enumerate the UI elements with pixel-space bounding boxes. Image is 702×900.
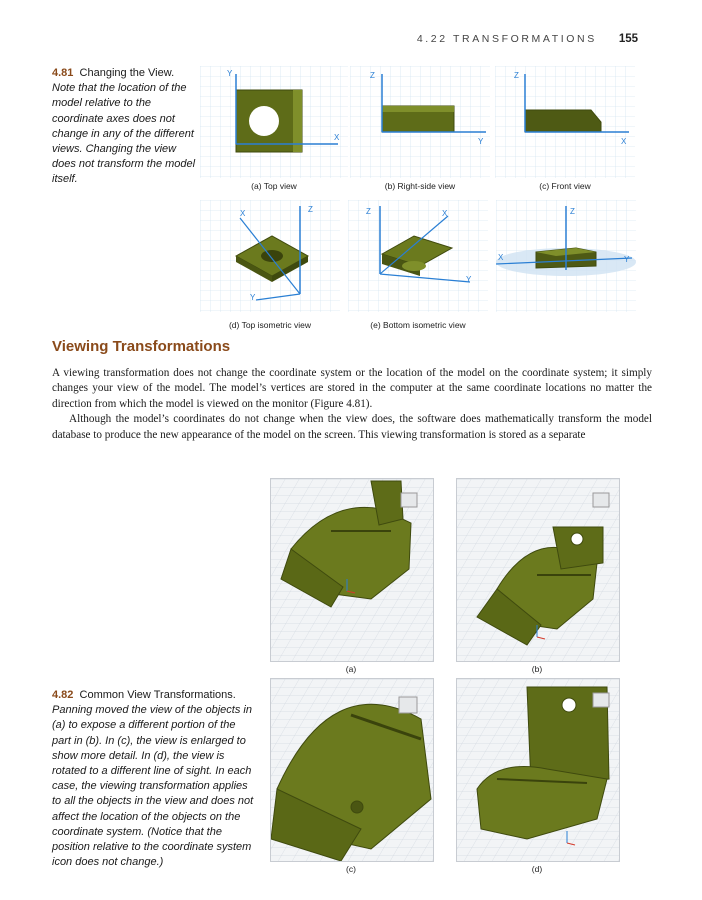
subcaption-482b: (b) [531,664,543,674]
part-render-d [457,679,619,861]
axis-y: Y [478,137,484,146]
axis-z: Z [570,207,575,216]
subcaption-482c: (c) [346,864,356,874]
header-section: 4.22 TRANSFORMATIONS [416,33,597,45]
subcaption-b: (b) Right-side view [384,181,456,191]
panel-top-view [200,66,348,178]
axis-x: X [240,209,246,218]
subcaption-d: (d) Top isometric view [228,320,312,330]
axis-y: Y [250,293,256,302]
axis-x: X [498,253,504,262]
axis-z: Z [308,205,313,214]
figure-4-82-d [456,678,620,862]
panel-bottom-isometric [348,200,488,312]
body-text [52,366,652,443]
subcaption-482d: (d) [531,864,543,874]
top-iso-graphic [200,200,340,312]
axis-z: Z [370,71,375,80]
running-header [417,33,638,45]
axis-x: X [442,209,448,218]
axis-x: X [334,133,340,142]
axis-y: Y [466,275,472,284]
part-render-b [457,479,619,661]
axis-y: Y [624,255,630,264]
right-side-graphic [350,66,490,178]
figure-4-82-b [456,478,620,662]
front-iso-graphic [496,200,636,312]
panel-right-side-view [350,66,490,178]
axis-x: X [621,137,627,146]
front-view-graphic [495,66,635,178]
axis-z: Z [514,71,519,80]
part-render-c [271,679,433,861]
figure-title: Common View Transformations. [79,689,236,701]
figure-title: Changing the View. [79,67,175,79]
hole [249,106,279,136]
panel-front-view [495,66,635,178]
figure-4-82-c [270,678,434,862]
paragraph-2: Although the model’s coordinates do not change when the view does, the software does mathematically transform the model database to produce the new appearance of the model on the screen. This viewing transformation is stored as a separate [52,413,652,441]
panel-front-isometric [496,200,636,312]
page-number: 155 [618,33,638,45]
subcaption-a: (a) Top view [251,181,297,191]
part-render-a [271,479,433,661]
subcaption-e: (e) Bottom isometric view [370,320,466,330]
bottom-iso-graphic [348,200,488,312]
figure-number: 4.81 [52,67,74,79]
top-view-graphic [200,66,348,178]
figure-4-82-a [270,478,434,662]
axis-y: Y [227,69,233,78]
subcaption-c: (c) Front view [539,181,591,191]
figure-number: 4.82 [52,689,74,701]
model-front [525,110,601,132]
paragraph-1: A viewing transformation does not change the coordinate system or the location of the model on the coordinate system; it simply changes your view of the model. The model’s vertices are stored in the computer at the same coordinate locations no matter the direction from which the model is viewed on the monitor (Figure 4.81). [52,367,652,410]
section-heading: Viewing Transformations [52,338,231,355]
axis-z: Z [366,207,371,216]
figure-4-81-caption [52,66,197,188]
figure-4-82-caption [52,688,257,870]
figure-body: Panning moved the view of the objects in (a) to expose a different portion of the part in (b). In (c), the view is enlarged to show more detail. In (d), the view is rotated to a different line of sight. In each case, the viewing transformation applies to all the objects in the view and does not affect the location of the objects on the coordinate system. (Notice that the position relative to the coordinate system icon does not change.) [52,704,254,869]
figure-body: Note that the location of the model relative to the coordinate axes does not change in any of the different views. Changing the view does not transform the model itself. [52,82,196,186]
subcaption-482a: (a) [345,664,357,674]
panel-top-isometric [200,200,340,312]
